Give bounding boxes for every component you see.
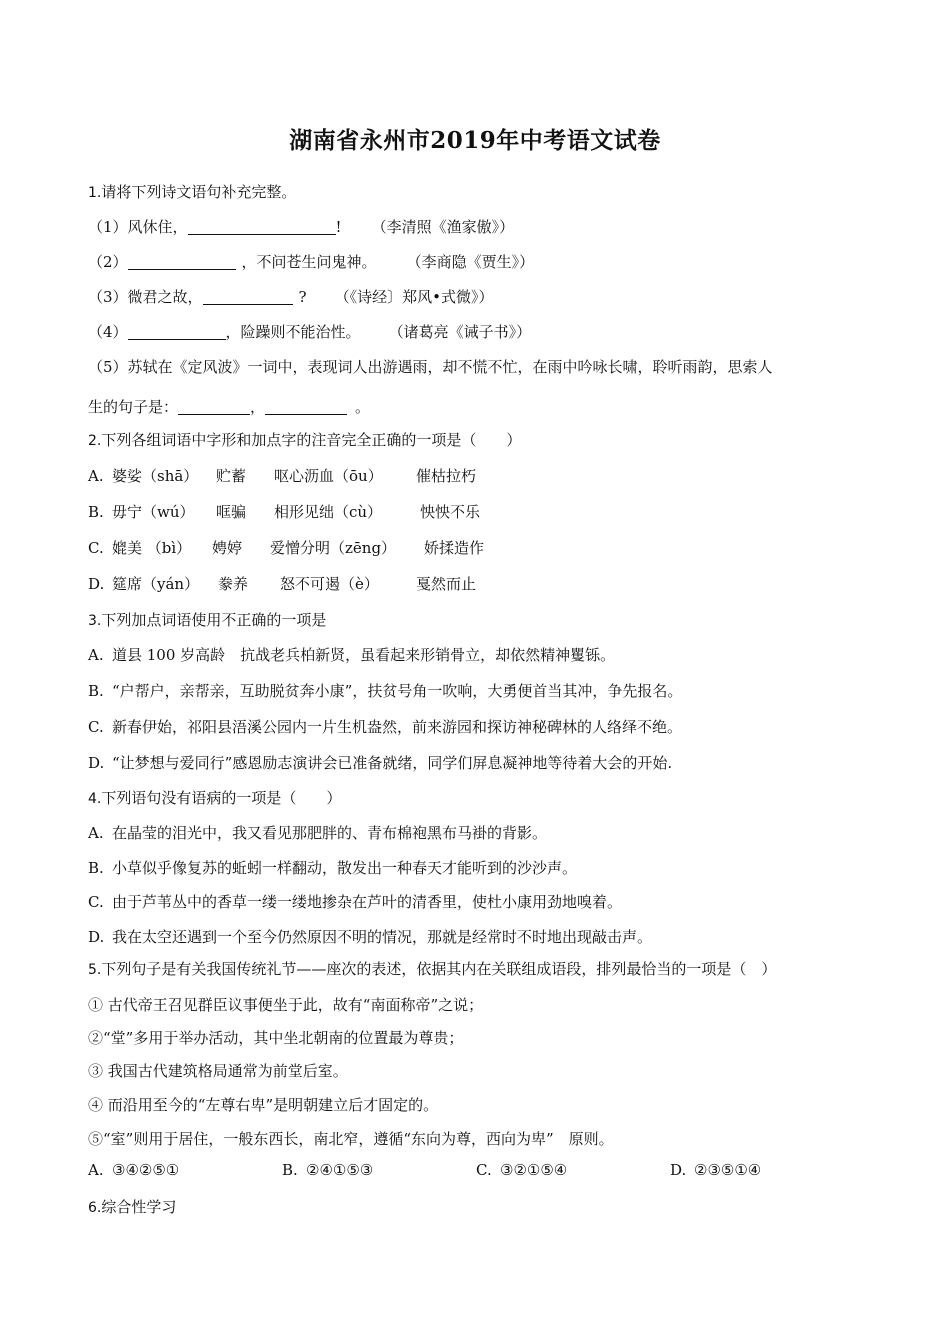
question-5-options bbox=[88, 1161, 761, 1179]
question-2-option-c[interactable]: C. 媲美 （bì） 娉婷 爱憎分明（zēng） 娇揉造作 bbox=[88, 539, 485, 557]
question-5-sentence-5: ⑤“室”则用于居住，一般东西长，南北窄，遵循“东向为尊，西向为卑” 原则。 bbox=[88, 1130, 614, 1148]
question-1-item-2: （2） ，不问苍生问鬼神。 （李商隐《贾生》） bbox=[88, 253, 535, 271]
answer-blank[interactable] bbox=[128, 253, 236, 270]
question-1-item-5-cont: 生的句子是： ， 。 bbox=[88, 398, 371, 416]
question-4-option-c[interactable]: C. 由于芦苇丛中的香草一缕一缕地掺杂在芦叶的清香里，使杜小康用劲地嗅着。 bbox=[88, 893, 623, 911]
answer-blank[interactable] bbox=[128, 323, 226, 340]
question-5-stem: 5.下列句子是有关我国传统礼节——座次的表述，依据其内在关联组成语段，排列最恰当的一项是（ ） bbox=[88, 960, 777, 978]
question-3-stem: 3.下列加点词语使用不正确的一项是 bbox=[88, 611, 327, 629]
question-3-option-d[interactable]: D. “让梦想与爱同行”感恩励志演讲会已准备就绪，同学们屏息凝神地等待着大会的开始. bbox=[88, 754, 673, 772]
question-4-option-d[interactable]: D. 我在太空还遇到一个至今仍然原因不明的情况，那就是经常时不时地出现敲击声。 bbox=[88, 928, 653, 946]
answer-blank[interactable] bbox=[188, 218, 336, 235]
question-number: 3. bbox=[88, 613, 102, 629]
page-title: 湖南省永州市2019年中考语文试卷 bbox=[289, 127, 661, 154]
question-5-option-c[interactable]: C. ③②①⑤④ bbox=[476, 1161, 568, 1179]
question-3-option-a[interactable]: A. 道县 100 岁高龄 抗战老兵柏新贤，虽看起来形销骨立，却依然精神矍铄。 bbox=[88, 646, 616, 664]
question-number: 4. bbox=[88, 791, 102, 807]
question-2-option-a[interactable]: A. 婆娑（shā） 贮蓄 呕心沥血（ōu） 催枯拉朽 bbox=[88, 467, 477, 485]
question-5-sentence-1: ① 古代帝王召见群臣议事便坐于此，故有“南面称帝”之说； bbox=[88, 996, 484, 1014]
question-2-stem: 2.下列各组词语中字形和加点字的注音完全正确的一项是（ ） bbox=[88, 431, 522, 449]
question-5-option-a[interactable]: A. ③④②⑤① bbox=[88, 1161, 180, 1179]
question-2-option-b[interactable]: B. 毋宁（wú） 哐骗 相形见绌（cù） 怏怏不乐 bbox=[88, 503, 481, 521]
question-3-option-c[interactable]: C. 新春伊始，祁阳县浯溪公园内一片生机盎然，前来游园和探访神秘碑林的人络绎不绝。 bbox=[88, 718, 683, 736]
question-1-stem: 1.请将下列诗文语句补充完整。 bbox=[88, 183, 297, 201]
question-1-item-4: （4） ，险躁则不能治性。 （诸葛亮《诫子书》） bbox=[88, 323, 532, 341]
question-1-item-1: （1）风休住， ! （李清照《渔家傲》） bbox=[88, 218, 515, 236]
question-5-sentence-4: ④ 而沿用至今的“左尊右卑”是明朝建立后才固定的。 bbox=[88, 1096, 439, 1114]
answer-blank[interactable] bbox=[178, 398, 250, 415]
question-number: 5. bbox=[88, 962, 102, 978]
question-6-stem: 6.综合性学习 bbox=[88, 1198, 177, 1216]
question-2-option-d[interactable]: D. 筵席（yán） 豢养 怒不可遏（è） 戛然而止 bbox=[88, 575, 477, 593]
question-number: 1. bbox=[88, 185, 102, 201]
answer-blank[interactable] bbox=[265, 398, 347, 415]
question-number: 2. bbox=[88, 433, 102, 449]
question-4-option-b[interactable]: B. 小草似乎像复苏的蚯蚓一样翻动，散发出一种春天才能听到的沙沙声。 bbox=[88, 859, 578, 877]
question-5-sentence-3: ③ 我国古代建筑格局通常为前堂后室。 bbox=[88, 1062, 348, 1080]
question-number: 6. bbox=[88, 1200, 102, 1216]
question-5-option-b[interactable]: B. ②④①⑤③ bbox=[282, 1161, 374, 1179]
question-5-sentence-2: ②“堂”多用于举办活动，其中坐北朝南的位置最为尊贵； bbox=[88, 1029, 464, 1047]
question-5-option-d[interactable]: D. ②③⑤①④ bbox=[670, 1161, 762, 1179]
question-4-stem: 4.下列语句没有语病的一项是（ ） bbox=[88, 789, 342, 807]
question-1-item-5: （5）苏轼在《定风波》一词中，表现词人出游遇雨，却不慌不忙，在雨中吟咏长啸，聆听雨韵，思索人 bbox=[88, 358, 773, 376]
question-1-item-3: （3）微君之故， ? （《诗经〕郑风•式微》） bbox=[88, 288, 494, 306]
answer-blank[interactable] bbox=[203, 288, 293, 305]
question-3-option-b[interactable]: B. “户帮户，亲帮亲，互助脱贫奔小康”，扶贫号角一吹响，大勇便首当其冲，争先报名。 bbox=[88, 682, 683, 700]
question-4-option-a[interactable]: A. 在晶莹的泪光中，我又看见那肥胖的、青布棉袍黑布马褂的背影。 bbox=[88, 824, 548, 842]
